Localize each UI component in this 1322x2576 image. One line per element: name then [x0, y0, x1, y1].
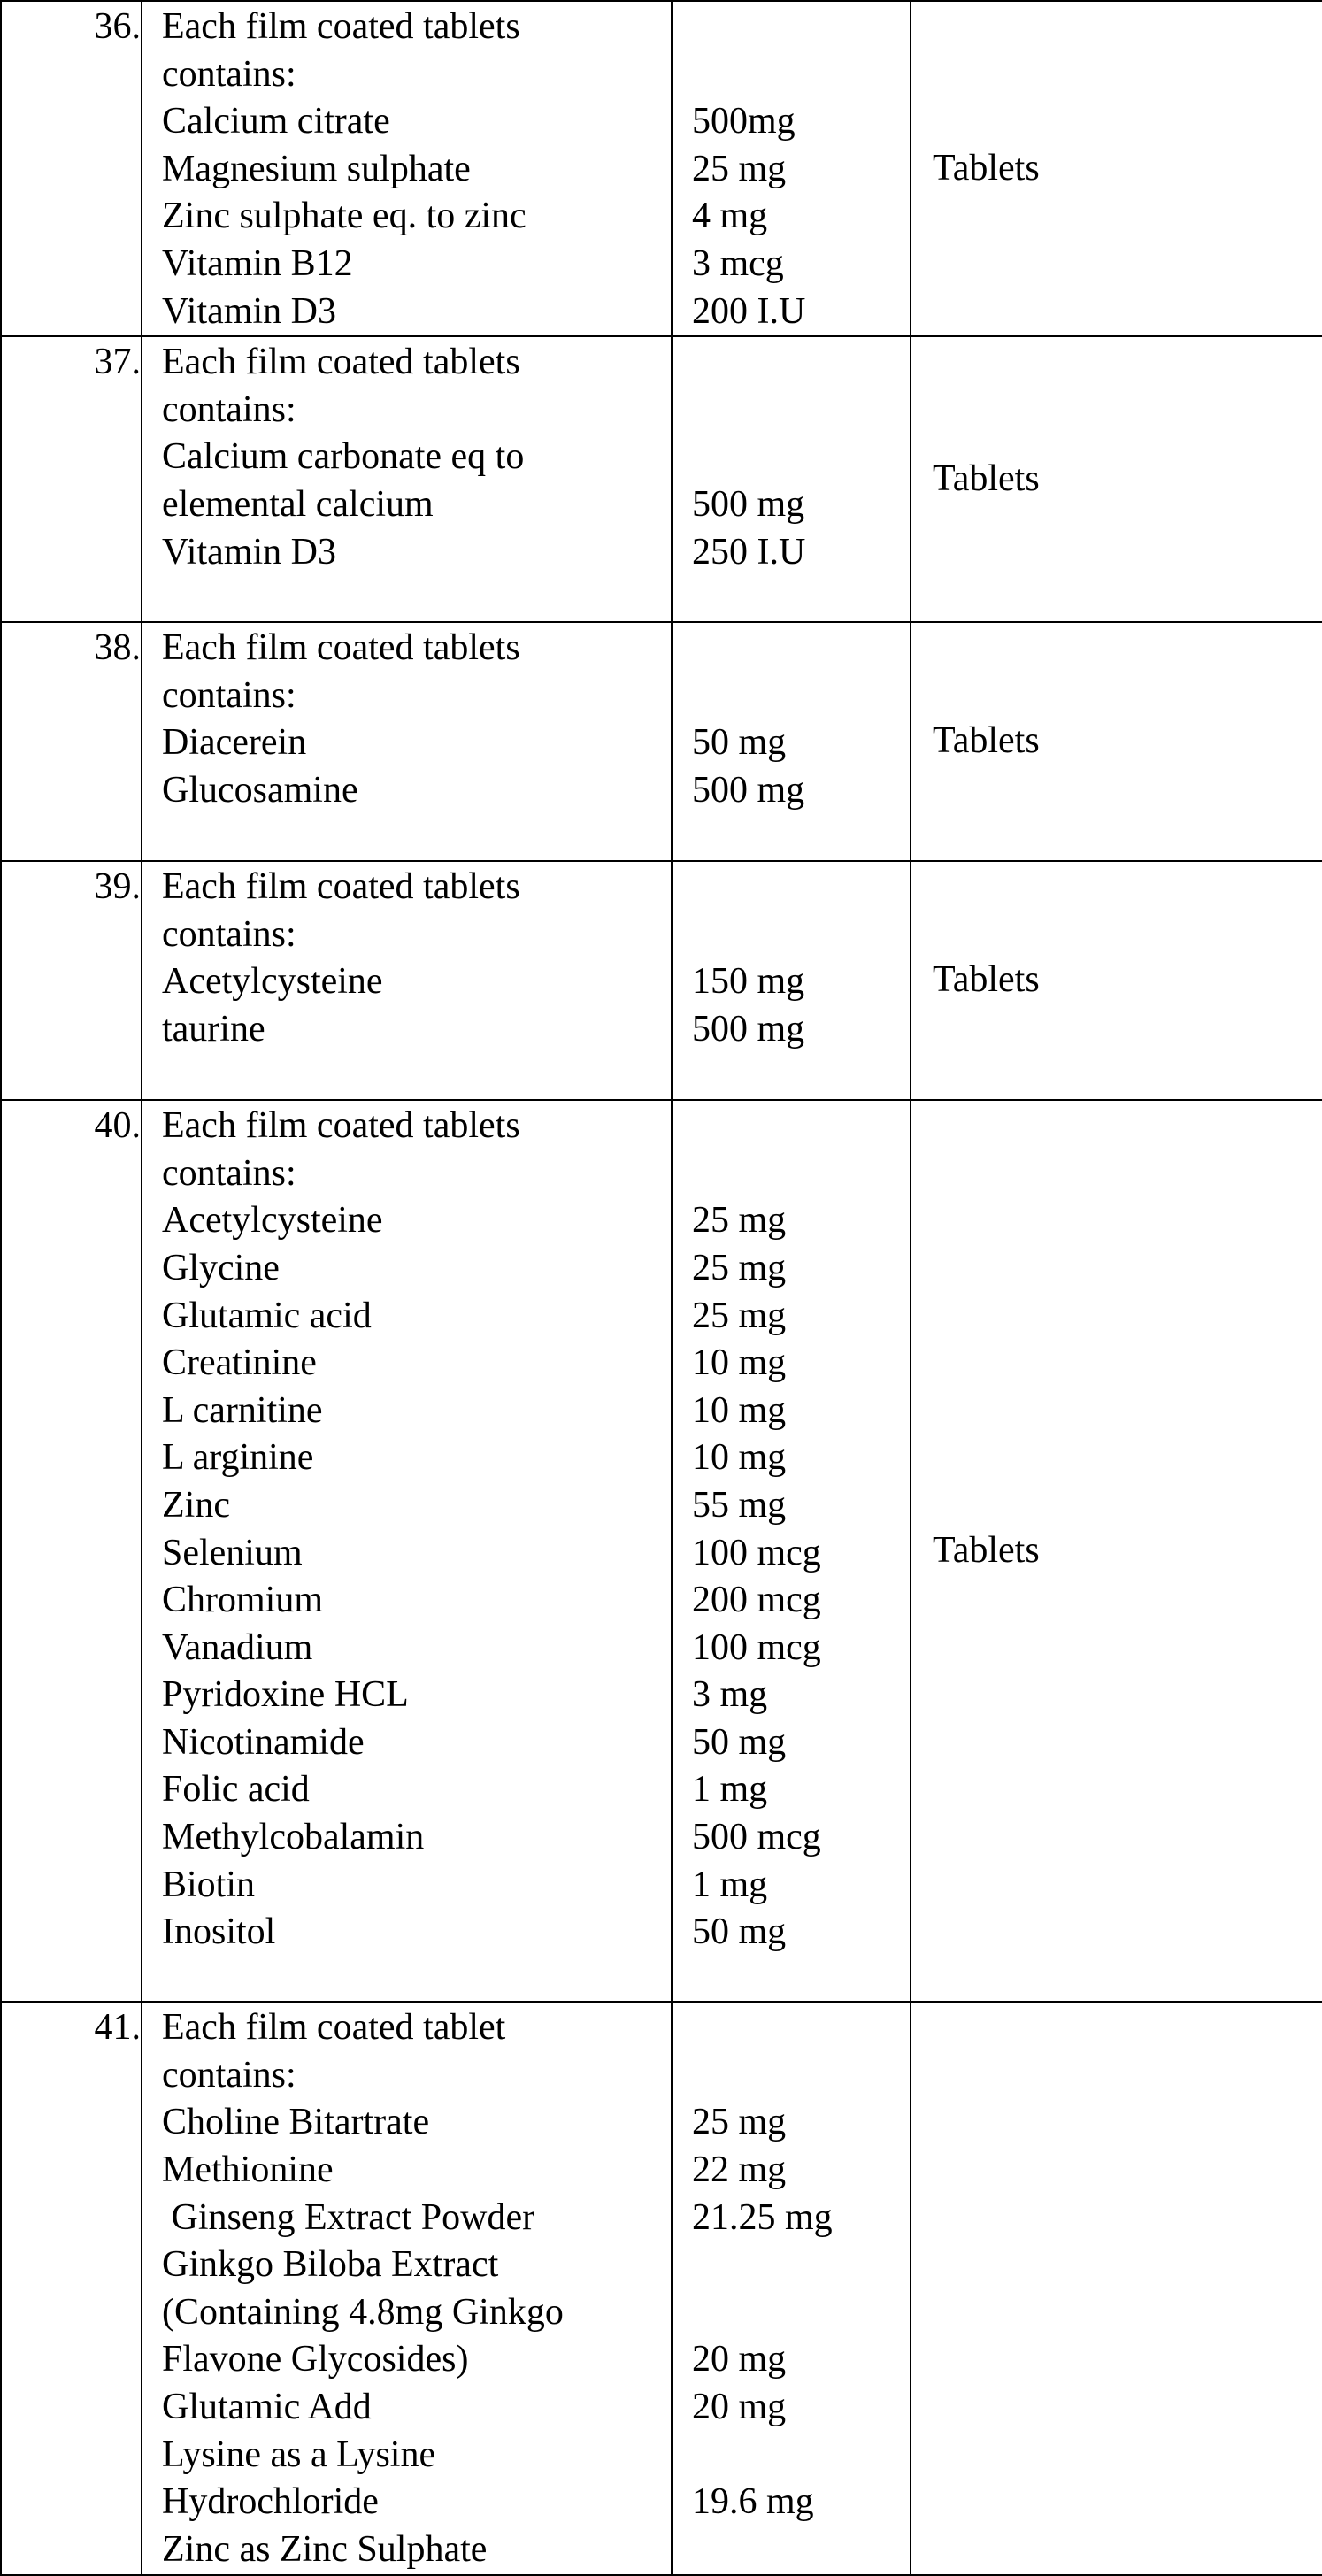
ingredient-line: Vitamin B12 [162, 242, 353, 284]
quantity-line [692, 911, 910, 959]
ingredient-line: Each film coated tablets [162, 342, 520, 383]
quantity-line: 50 mg [692, 1721, 787, 1763]
ingredient-line: (Containing 4.8mg Ginkgo [162, 2291, 564, 2333]
table-row [1, 1100, 1322, 2002]
description-cell [142, 1100, 672, 2002]
quantity-line: 25 mg [692, 2102, 787, 2143]
quantity-line: 500mg [692, 101, 796, 142]
quantity-line [692, 625, 910, 673]
ingredient-line: Each film coated tablets [162, 1105, 520, 1147]
ingredient-line: Acetylcysteine [162, 961, 383, 1003]
ingredient-line: Glutamic Add [162, 2386, 372, 2427]
quantity-cell [672, 1100, 911, 2002]
quantity-line [692, 51, 910, 99]
quantity-line [692, 2242, 910, 2289]
ingredient-line: contains: [162, 53, 296, 95]
ingredient-line: Magnesium sulphate [162, 148, 471, 189]
quantity-line: 10 mg [692, 1437, 787, 1479]
dosage-form: Tablets [933, 720, 1040, 762]
quantity-line: 20 mg [692, 2339, 787, 2380]
quantity-line: 100 mcg [692, 1626, 821, 1668]
description-cell [142, 1, 672, 336]
ingredient-line: Calcium carbonate eq to [162, 436, 525, 478]
ingredient-line: Vitamin D3 [162, 531, 336, 573]
quantity-cell [672, 1, 911, 336]
dosage-form: Tablets [933, 458, 1040, 499]
quantity-line: 10 mg [692, 1342, 787, 1384]
quantity-line: 200 I.U [692, 290, 806, 332]
quantity-line: 22 mg [692, 2149, 787, 2190]
row-number: 37. [94, 342, 141, 383]
quantity-line: 3 mg [692, 1674, 768, 1716]
ingredient-line: contains: [162, 1152, 296, 1194]
ingredient-line: elemental calcium [162, 483, 434, 525]
ingredient-line: Ginseng Extract Powder [162, 2196, 535, 2238]
quantity-line: 25 mg [692, 148, 787, 189]
ingredient-line: Vanadium [162, 1626, 313, 1668]
row-number: 40. [94, 1105, 141, 1147]
ingredient-line: Selenium [162, 1532, 303, 1573]
dosage-form-cell [911, 861, 1322, 1100]
ingredient-line: Inositol [162, 1911, 276, 1953]
ingredient-line: taurine [162, 1008, 265, 1050]
ingredient-line: contains: [162, 388, 296, 430]
dosage-form: Tablets [933, 1529, 1040, 1571]
dosage-form-cell [911, 336, 1322, 622]
quantity-line [692, 1103, 910, 1150]
quantity-line: 150 mg [692, 961, 805, 1003]
ingredient-line: Each film coated tablet [162, 2007, 506, 2049]
ingredient-line: Each film coated tablets [162, 627, 520, 669]
ingredient-line: Choline Bitartrate [162, 2102, 430, 2143]
ingredient-line: Glutamic acid [162, 1295, 372, 1336]
quantity-cell [672, 622, 911, 861]
table-row [1, 861, 1322, 1100]
dosage-form: Tablets [933, 959, 1040, 1001]
quantity-line [692, 2289, 910, 2337]
quantity-line: 10 mg [692, 1389, 787, 1431]
quantity-line [692, 2004, 910, 2052]
quantity-line [692, 2432, 910, 2480]
quantity-line: 19.6 mg [692, 2481, 814, 2523]
ingredient-line: Diacerein [162, 722, 307, 764]
quantity-line [692, 2052, 910, 2100]
quantity-line: 200 mcg [692, 1580, 821, 1621]
ingredient-line: Hydrochloride [162, 2481, 379, 2523]
quantity-line: 500 mg [692, 769, 805, 811]
ingredient-line: contains: [162, 674, 296, 716]
row-number: 39. [94, 866, 141, 908]
quantity-line [692, 864, 910, 911]
ingredient-line: contains: [162, 913, 296, 955]
quantity-line: 1 mg [692, 1769, 768, 1811]
ingredient-line: Glycine [162, 1247, 280, 1288]
ingredient-line: Zinc [162, 1484, 230, 1526]
table-row [1, 622, 1322, 861]
row-number-cell [1, 2002, 142, 2575]
quantity-line: 3 mcg [692, 242, 784, 284]
ingredient-line: Pyridoxine HCL [162, 1674, 409, 1716]
quantity-line: 4 mg [692, 196, 768, 237]
row-number-cell [1, 622, 142, 861]
quantity-line: 250 I.U [692, 531, 806, 573]
row-number: 41. [94, 2007, 141, 2049]
description-cell [142, 336, 672, 622]
table-row [1, 1, 1322, 336]
quantity-line: 25 mg [692, 1200, 787, 1242]
quantity-line: 100 mcg [692, 1532, 821, 1573]
quantity-cell [672, 861, 911, 1100]
quantity-cell [672, 336, 911, 622]
dosage-form-cell [911, 1100, 1322, 2002]
ingredient-line: Acetylcysteine [162, 1200, 383, 1242]
row-number-cell [1, 1100, 142, 2002]
quantity-line [692, 4, 910, 51]
quantity-line: 1 mg [692, 1864, 768, 1905]
description-cell [142, 2002, 672, 2575]
ingredient-line: Each film coated tablets [162, 866, 520, 908]
ingredient-line: Each film coated tablets [162, 6, 520, 47]
row-number-cell [1, 336, 142, 622]
ingredient-line: Flavone Glycosides) [162, 2339, 469, 2380]
row-number-cell [1, 861, 142, 1100]
ingredient-line: Methionine [162, 2149, 334, 2190]
quantity-line: 20 mg [692, 2386, 787, 2427]
quantity-line [692, 673, 910, 720]
dosage-form: Tablets [933, 147, 1040, 188]
ingredient-line: L arginine [162, 1437, 314, 1479]
quantity-line: 50 mg [692, 1911, 787, 1953]
ingredient-line: Vitamin D3 [162, 290, 336, 332]
quantity-line: 55 mg [692, 1484, 787, 1526]
ingredient-line: Chromium [162, 1580, 324, 1621]
quantity-line [692, 1150, 910, 1198]
quantity-line: 500 mg [692, 483, 805, 525]
table-row [1, 2002, 1322, 2575]
dosage-form-cell [911, 1, 1322, 336]
quantity-line: 500 mg [692, 1008, 805, 1050]
ingredient-line: Ginkgo Biloba Extract [162, 2244, 499, 2286]
quantity-line: 21.25 mg [692, 2196, 833, 2238]
ingredient-line: Biotin [162, 1864, 256, 1905]
ingredient-line: contains: [162, 2054, 296, 2095]
ingredient-line: Zinc as Zinc Sulphate [162, 2528, 488, 2570]
quantity-line: 50 mg [692, 722, 787, 764]
dosage-form-cell [911, 622, 1322, 861]
row-number: 38. [94, 627, 141, 669]
ingredient-line: Folic acid [162, 1769, 310, 1811]
ingredient-line: Nicotinamide [162, 1721, 365, 1763]
ingredient-line: Glucosamine [162, 769, 358, 811]
table-row [1, 336, 1322, 622]
description-cell [142, 861, 672, 1100]
ingredient-line: Lysine as a Lysine [162, 2434, 436, 2475]
quantity-line: 500 mcg [692, 1817, 821, 1858]
ingredient-line: Zinc sulphate eq. to zinc [162, 196, 526, 237]
row-number-cell [1, 1, 142, 336]
ingredient-line: L carnitine [162, 1389, 323, 1431]
quantity-line [692, 387, 910, 434]
quantity-line [692, 339, 910, 387]
description-cell [142, 622, 672, 861]
dosage-form-cell [911, 2002, 1322, 2575]
table-body [1, 1, 1322, 2575]
quantity-line [692, 2526, 910, 2574]
quantity-line: 25 mg [692, 1295, 787, 1336]
ingredient-line: Creatinine [162, 1342, 317, 1384]
quantity-line [692, 434, 910, 481]
ingredient-line: Calcium citrate [162, 101, 390, 142]
ingredient-line: Methylcobalamin [162, 1817, 425, 1858]
quantity-cell [672, 2002, 911, 2575]
quantity-line: 25 mg [692, 1247, 787, 1288]
row-number: 36. [94, 6, 141, 47]
